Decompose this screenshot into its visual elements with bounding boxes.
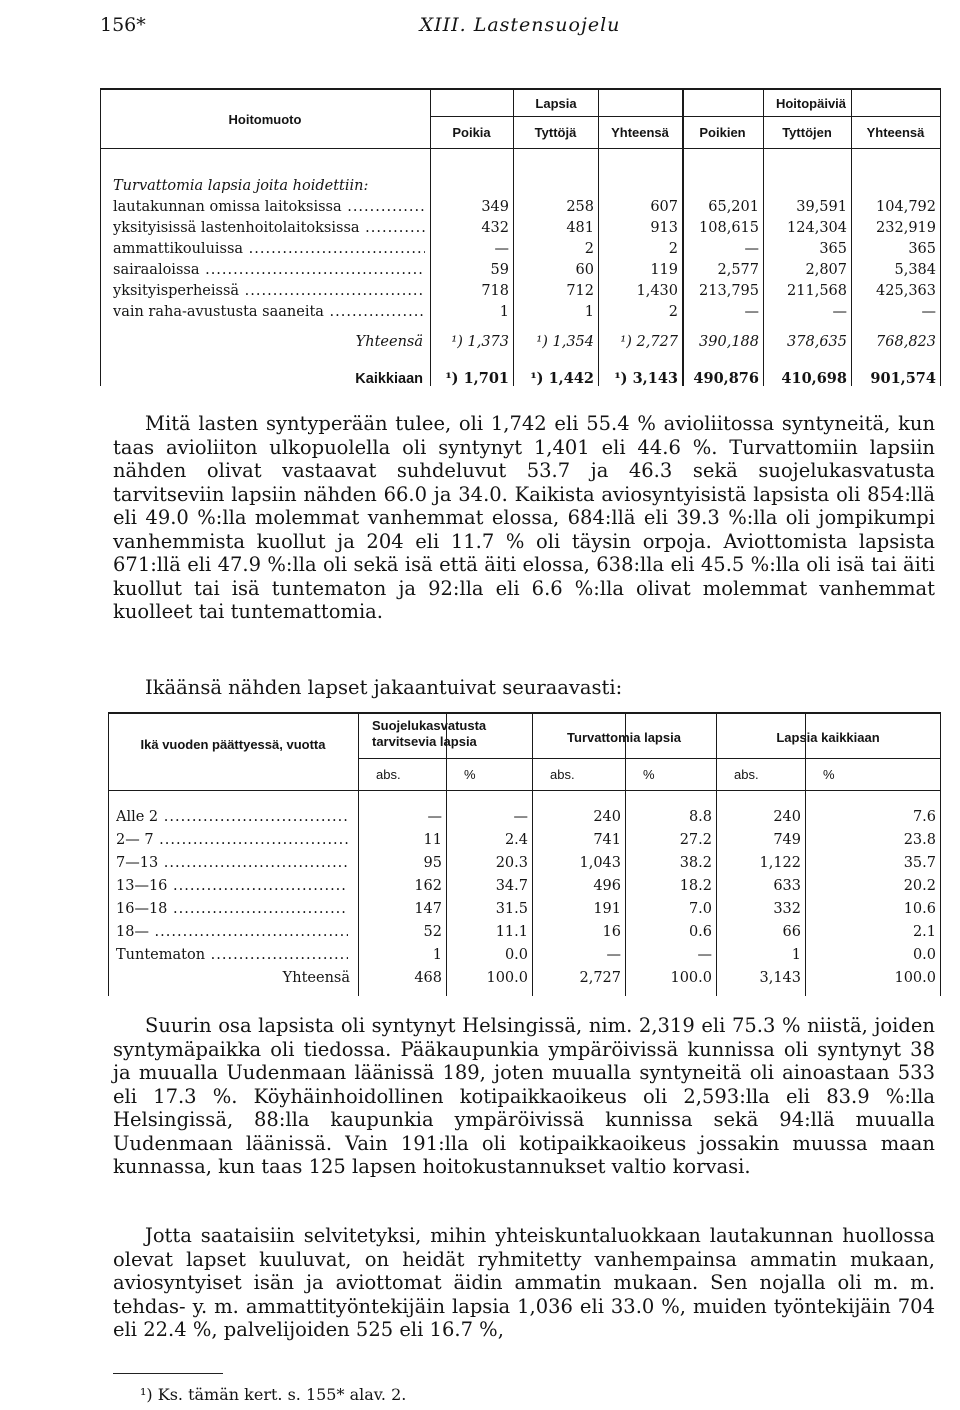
- total-cell: 378,635: [787, 334, 847, 350]
- table-cell: 211,568: [787, 283, 847, 299]
- total-cell: 768,823: [876, 334, 936, 350]
- total-cell: ¹) 2,727: [620, 334, 678, 350]
- age-cell: 11.1: [495, 924, 528, 940]
- age-cell: —: [606, 947, 621, 963]
- grand-total-cell: 410,698: [781, 370, 847, 387]
- table-cell: 60: [575, 262, 594, 278]
- footnote: ¹) Ks. tämän kert. s. 155* alav. 2.: [140, 1385, 407, 1404]
- age-cell: —: [427, 809, 442, 825]
- age-total-cell: 100.0: [486, 970, 528, 986]
- table-cell: 2: [584, 241, 594, 257]
- table-cell: 913: [650, 220, 678, 236]
- table-row-label: sairaaloissa .....: [113, 260, 425, 280]
- table-cell: 1: [499, 304, 509, 320]
- age-cell: 1: [791, 947, 801, 963]
- age-cell: 2.4: [504, 832, 528, 848]
- age-row-label: 2— 7 .....: [116, 830, 348, 850]
- header-age: Ikä vuoden päättyessä, vuotta: [140, 737, 326, 752]
- age-total-label: Yhteensä: [282, 970, 350, 986]
- age-cell: 0.6: [688, 924, 712, 940]
- header-unprotected: Turvattomia lapsia: [567, 730, 681, 745]
- header-protection: Suojelukasvatusta tarvitsevia lapsia: [372, 718, 487, 749]
- age-cell: 10.6: [903, 901, 936, 917]
- paragraph-social-class-text: Jotta saataisiin selvitetyksi, mihin yhteiskuntaluokkaan lautakunnan huollossa olevat lapset kuuluvat, on heidät ryhmitetty vanhempainsa ammatin mukaan, aviosyntyiset isän ja aviottomat äidin ammatin mukaan. Sen nojalla oli m. m. tehdas- y. m. ammattityöntekijäin lapsia 1,036 eli 33.0 %, muiden työntekijäin 704 eli 22.4 %, palvelijoiden 525 eli 16.7 %,: [113, 1224, 935, 1341]
- subheader-5: %: [823, 767, 835, 782]
- subheader-3: %: [643, 767, 655, 782]
- table-cell: 39,591: [796, 199, 847, 215]
- age-total-cell: 3,143: [759, 970, 801, 986]
- table-cell: 213,795: [699, 283, 759, 299]
- page-header: [100, 12, 940, 46]
- table-cell: 232,919: [876, 220, 936, 236]
- age-cell: 18.2: [679, 878, 712, 894]
- age-row-label: 18— .....: [116, 922, 348, 942]
- rule: [940, 88, 941, 386]
- grand-total-label: Kaikkiaan: [355, 371, 423, 387]
- section-title: Turvattomia lapsia joita hoidettiin:: [113, 178, 369, 194]
- age-cell: 496: [593, 878, 621, 894]
- grand-total-cell: ¹) 1,442: [530, 370, 594, 387]
- subheader-0: abs.: [376, 767, 401, 782]
- table-cell: 718: [481, 283, 509, 299]
- grand-total-cell: ¹) 3,143: [614, 370, 678, 387]
- subheader-3: Poikien: [699, 125, 746, 140]
- age-cell: 0.0: [504, 947, 528, 963]
- age-row-label: 16—18 .....: [116, 899, 348, 919]
- subheader-0: Poikia: [452, 125, 491, 140]
- age-cell: 240: [593, 809, 621, 825]
- age-cell: —: [513, 809, 528, 825]
- total-cell: ¹) 1,354: [536, 334, 594, 350]
- age-row-label: Alle 2 .....: [116, 807, 348, 827]
- age-cell: 31.5: [495, 901, 528, 917]
- table-cell: 2,577: [717, 262, 759, 278]
- subheader-2: Yhteensä: [611, 125, 669, 140]
- age-cell: 27.2: [679, 832, 712, 848]
- age-cell: 34.7: [495, 878, 528, 894]
- age-cell: 35.7: [903, 855, 936, 871]
- rule: [108, 712, 940, 714]
- age-cell: 7.0: [688, 901, 712, 917]
- subheader-5: Yhteensä: [866, 125, 925, 140]
- grand-total-cell: ¹) 1,701: [445, 370, 509, 387]
- age-cell: 1,122: [759, 855, 801, 871]
- table-cell: 1,430: [636, 283, 678, 299]
- age-cell: 11: [423, 832, 442, 848]
- footnote-rule: [113, 1373, 223, 1374]
- rule: [100, 88, 940, 90]
- rule: [100, 148, 940, 149]
- table-cell: 258: [566, 199, 594, 215]
- age-cell: 8.8: [688, 809, 712, 825]
- total-cell: 390,188: [699, 334, 759, 350]
- age-total-cell: 100.0: [894, 970, 936, 986]
- table-cell: 5,384: [894, 262, 936, 278]
- table-cell: —: [832, 304, 847, 320]
- age-cell: 741: [593, 832, 621, 848]
- paragraph-birthplace-text: Suurin osa lapsista oli syntynyt Helsingissä, nim. 2,319 eli 75.3 % niistä, joiden syntymäpaikka oli tiedossa. Pääkaupunkia ympäröivissä kunnissa oli syntynyt 38 ja muualla Uudenmaan läänissä 189, joten muualla syntyneitä oli ainoastaan 533 eli 17.3 %. Köyhäinhoidollinen kotipaikkaoikeus oli 2,593:lla eli 83.9 %:lla Helsingissä, 88:lla kaupunkia ympäröivissä kunnissa sekä 94:llä muualla Uudenmaan läänissä. Vain 191:lla oli kotipaikkaoikeus jossakin muussa maan kunnassa, kun taas 125 lapsen hoitokustannukset valtio korvasi.: [113, 1014, 935, 1178]
- age-total-cell: 468: [414, 970, 442, 986]
- header-hoitopaivia: Hoitopäiviä: [775, 96, 847, 111]
- rule: [940, 712, 941, 996]
- grand-total-cell: 901,574: [870, 370, 936, 387]
- subheader-2: abs.: [550, 767, 575, 782]
- age-cell: 1: [432, 947, 442, 963]
- header-all-children: Lapsia kaikkiaan: [776, 730, 880, 745]
- age-cell: 633: [773, 878, 801, 894]
- table-cell: —: [744, 241, 759, 257]
- table-cell: 108,615: [699, 220, 759, 236]
- age-cell: 38.2: [679, 855, 712, 871]
- age-cell: 240: [773, 809, 801, 825]
- age-cell: 20.2: [903, 878, 936, 894]
- paragraph-social-class: [113, 1224, 935, 1342]
- table-cell: 119: [650, 262, 678, 278]
- grand-total-cell: 490,876: [693, 370, 759, 387]
- table-cell: 2: [668, 304, 678, 320]
- age-total-cell: 100.0: [670, 970, 712, 986]
- age-cell: 162: [414, 878, 442, 894]
- table-cell: 124,304: [787, 220, 847, 236]
- total-label: Yhteensä: [355, 334, 423, 350]
- table-cell: 349: [481, 199, 509, 215]
- age-row-label: 7—13 .....: [116, 853, 348, 873]
- table-cell: 365: [819, 241, 847, 257]
- age-cell: 332: [773, 901, 801, 917]
- subheader-4: Tyttöjen: [782, 125, 832, 140]
- age-cell: 2.1: [912, 924, 936, 940]
- age-cell: 52: [423, 924, 442, 940]
- subheader-1: Tyttöjä: [534, 125, 577, 140]
- rule: [108, 712, 109, 996]
- table-cell: 425,363: [876, 283, 936, 299]
- age-total-cell: 2,727: [579, 970, 621, 986]
- table-row-label: lautakunnan omissa laitoksissa .....: [113, 197, 425, 217]
- table-cell: 481: [566, 220, 594, 236]
- table-cell: 1: [584, 304, 594, 320]
- age-cell: —: [697, 947, 712, 963]
- table-cell: 607: [650, 199, 678, 215]
- table-cell: 365: [908, 241, 936, 257]
- age-cell: 95: [423, 855, 442, 871]
- table-cell: —: [744, 304, 759, 320]
- age-cell: 20.3: [495, 855, 528, 871]
- rule: [100, 88, 101, 386]
- age-row-label: Tuntematon .....: [116, 945, 348, 965]
- table-cell: 104,792: [876, 199, 936, 215]
- total-cell: ¹) 1,373: [451, 334, 509, 350]
- paragraph-birthplace: [113, 1014, 935, 1179]
- rule: [430, 116, 940, 117]
- table-cell: —: [494, 241, 509, 257]
- table-cell: 712: [566, 283, 594, 299]
- rule: [358, 758, 940, 759]
- table-row-label: yksityisissä lastenhoitolaitoksissa .....: [113, 218, 425, 238]
- age-cell: 1,043: [579, 855, 621, 871]
- age-cell: 191: [593, 901, 621, 917]
- age-cell: 7.6: [912, 809, 936, 825]
- table-cell: 432: [481, 220, 509, 236]
- rule: [108, 790, 940, 791]
- age-cell: 0.0: [912, 947, 936, 963]
- table-cell: 2: [668, 241, 678, 257]
- header-hoitomuoto: Hoitomuoto: [228, 112, 302, 127]
- table-cell: 2,807: [805, 262, 847, 278]
- paragraph-origin: [113, 412, 935, 624]
- table-cell: 65,201: [708, 199, 759, 215]
- table-cell: 59: [490, 262, 509, 278]
- paragraph-age-intro-text: Ikäänsä nähden lapset jakaantuivat seuraavasti:: [145, 676, 623, 699]
- age-cell: 147: [414, 901, 442, 917]
- age-cell: 749: [773, 832, 801, 848]
- table-row-label: ammattikouluissa .....: [113, 239, 425, 259]
- table-row-label: yksityisperheissä .....: [113, 281, 425, 301]
- age-cell: 23.8: [903, 832, 936, 848]
- age-cell: 66: [782, 924, 801, 940]
- paragraph-origin-text: Mitä lasten syntyperään tulee, oli 1,742 eli 55.4 % avioliitossa syntyneitä, kun taas avioliiton ulkopuolella oli syntynyt 1,401 eli 44.6 %. Turvattomiin lapsiin nähden olivat vastaavat suhdeluvut 53.7 ja 46.3 sekä suojelukasvatusta tarvitseviin lapsiin nähden 66.0 ja 34.0. Kaikista aviosyntyisistä lapsista oli 854:llä eli 49.0 %:lla molemmat vanhemmat elossa, 684:llä eli 39.3 %:lla oli jompikumpi vanhemmista kuollut ja 204 eli 11.7 % oli täysin orpoja. Aviottomista lapsista 671:llä eli 47.9 %:lla oli sekä isä että äiti elossa, 638:lla eli 45.5 %:lla oli isä tai äiti kuollut tai isä tuntematon ja 92:lla eli 6.6 %:lla olivat molemmat vanhemmat kuolleet tai tuntemattomia.: [113, 412, 935, 623]
- table-row-label: vain raha-avustusta saaneita .....: [113, 302, 425, 322]
- page-number: 156*: [100, 14, 146, 36]
- paragraph-age-intro: [113, 676, 935, 700]
- age-row-label: 13—16 .....: [116, 876, 348, 896]
- subheader-1: %: [464, 767, 476, 782]
- header-lapsia: Lapsia: [535, 96, 577, 111]
- age-cell: 16: [602, 924, 621, 940]
- running-title: XIII. Lastensuojelu: [419, 14, 621, 36]
- subheader-4: abs.: [734, 767, 759, 782]
- table-cell: —: [921, 304, 936, 320]
